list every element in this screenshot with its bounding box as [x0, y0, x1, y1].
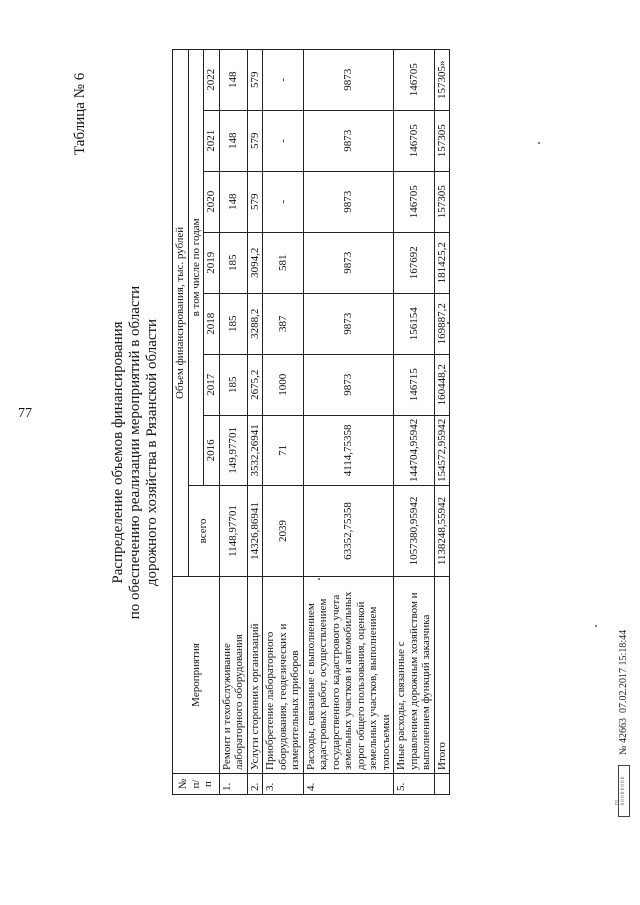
row-num: 4. — [303, 774, 394, 795]
row-year-value: 146715 — [394, 354, 435, 415]
header-year: 2018 — [204, 293, 220, 354]
row-year-value: 185 — [219, 232, 247, 293]
row-name: Приобретение лабораторного оборудования, геодезических и измерительных приборов — [263, 577, 304, 774]
funding-table — [172, 49, 450, 795]
row-year-value: - — [263, 49, 304, 110]
row-year-value: 579 — [247, 171, 263, 232]
row-year-value: 387 — [263, 293, 304, 354]
header-funding: Объем финансирования, тыс. рублей — [173, 49, 189, 576]
scan-speck — [538, 142, 540, 144]
total-row-year-value: 157305 — [434, 171, 450, 232]
row-num: 3. — [263, 774, 304, 795]
row-year-value: 148 — [219, 171, 247, 232]
total-row-year-value: 169887,2 — [434, 293, 450, 354]
scan-speck — [318, 578, 320, 580]
row-year-value: 149,97701 — [219, 415, 247, 485]
document-title — [110, 0, 161, 905]
row-year-value: 185 — [219, 354, 247, 415]
row-num: 2. — [247, 774, 263, 795]
header-year: 2019 — [204, 232, 220, 293]
row-year-value: 144704,95942 — [394, 415, 435, 485]
row-name: Иные расходы, связанные с управлением дорожным хозяйством и выполнением функций заказчика — [394, 577, 435, 774]
row-name: Услуги сторонних организаций — [247, 577, 263, 774]
row-year-value: 3094,2 — [247, 232, 263, 293]
row-total: 63352,75358 — [303, 486, 394, 577]
row-year-value: 185 — [219, 293, 247, 354]
doc-datetime: 07.02.2017 15:18:44 — [618, 629, 629, 713]
header-total: всего — [188, 486, 219, 577]
table-row — [303, 49, 394, 794]
doc-number: № 42663 — [618, 717, 629, 755]
row-year-value: - — [263, 110, 304, 171]
header-name: Мероприятия — [173, 577, 220, 774]
title-line-3: дорожного хозяйства в Рязанской области — [144, 318, 160, 587]
row-name: Расходы, связанные с выполнением кадастровых работ, осуществлением государственного кадастрового учета земельных участков и автомобильных дорог общего пользования, оценкой земельных участков, выполнением топосъемки — [303, 577, 394, 774]
row-year-value: 2675,2 — [247, 354, 263, 415]
row-year-value: 148 — [219, 49, 247, 110]
row-year-value: 9873 — [303, 354, 394, 415]
row-num: 5. — [394, 774, 435, 795]
row-year-value: 9873 — [303, 293, 394, 354]
total-row-num — [434, 774, 450, 795]
page-number: 77 — [18, 406, 32, 421]
total-row-name: Итого — [434, 577, 450, 774]
row-year-value: 581 — [263, 232, 304, 293]
row-year-value: 9873 — [303, 49, 394, 110]
total-row-year-value: 157305» — [434, 49, 450, 110]
row-year-value: 9873 — [303, 171, 394, 232]
row-year-value: - — [263, 171, 304, 232]
title-line-1: Распределение объемов финансирования — [110, 321, 126, 584]
total-row-year-value: 154572,95942 — [434, 415, 450, 485]
row-year-value: 9873 — [303, 232, 394, 293]
table-row — [263, 49, 304, 794]
row-year-value: 1000 — [263, 354, 304, 415]
total-row-year-value: 157305 — [434, 110, 450, 171]
table-row — [219, 49, 247, 794]
footer-registration — [618, 630, 629, 755]
header-year: 2021 — [204, 110, 220, 171]
row-year-value: 146705 — [394, 110, 435, 171]
row-year-value: 71 — [263, 415, 304, 485]
scan-speck — [595, 625, 597, 627]
row-year-value: 579 — [247, 110, 263, 171]
total-row-year-value: 181425,2 — [434, 232, 450, 293]
header-year: 2020 — [204, 171, 220, 232]
row-num: 1. — [219, 774, 247, 795]
row-year-value: 579 — [247, 49, 263, 110]
row-year-value: 167692 — [394, 232, 435, 293]
table-row — [394, 49, 435, 794]
stamp-caption: ГО — [614, 799, 619, 805]
row-year-value: 156154 — [394, 293, 435, 354]
row-total: 1148,97701 — [219, 486, 247, 577]
total-row — [434, 49, 450, 794]
row-year-value: 146705 — [394, 49, 435, 110]
row-year-value: 146705 — [394, 171, 435, 232]
total-row-year-value: 160448,2 — [434, 354, 450, 415]
header-row-1 — [173, 49, 189, 794]
title-line-2: по обеспечению реализации мероприятий в области — [127, 285, 143, 620]
row-year-value: 3288,2 — [247, 293, 263, 354]
header-year: 2016 — [204, 415, 220, 485]
scan-speck — [447, 322, 449, 324]
table-label: Таблица № 6 — [72, 72, 88, 155]
row-year-value: 148 — [219, 110, 247, 171]
header-by-year: в том числе по годам — [188, 49, 204, 485]
total-row-total: 1138248,55942 — [434, 486, 450, 577]
row-total: 1057380,95942 — [394, 486, 435, 577]
header-year: 2022 — [204, 49, 220, 110]
row-year-value: 4114,75358 — [303, 415, 394, 485]
row-total: 2039 — [263, 486, 304, 577]
row-total: 14326,86941 — [247, 486, 263, 577]
row-name: Ремонт и техобслуживание лабораторного оборудования — [219, 577, 247, 774]
header-year: 2017 — [204, 354, 220, 415]
table-row — [247, 49, 263, 794]
row-year-value: 3532,26941 — [247, 415, 263, 485]
row-year-value: 9873 — [303, 110, 394, 171]
header-num: № п/п — [173, 774, 220, 795]
registration-stamp: 0 0 0 0 0 0 0 0 — [618, 765, 630, 817]
